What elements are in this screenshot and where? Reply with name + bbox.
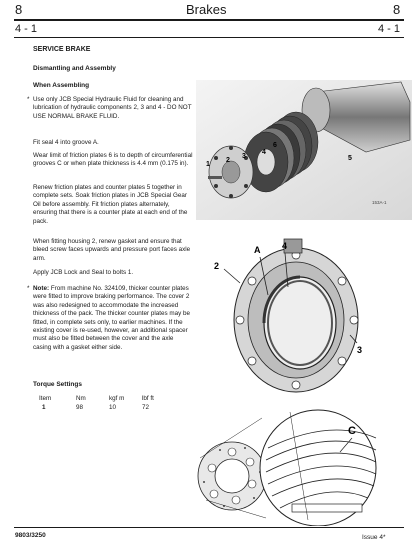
- section-title: SERVICE BRAKE: [33, 46, 91, 53]
- para-housing: When fitting housing 2, renew gasket and ensure that bleed screw faces upwards and pressure port faces axle arm.: [33, 238, 191, 262]
- torque-cell-nm: 98: [76, 403, 84, 411]
- issue-number: Issue 4*: [362, 534, 386, 541]
- bullet-marker: *: [27, 96, 30, 103]
- fig1-label-2: 2: [226, 157, 230, 164]
- torque-header-kgfm: kgf m: [109, 394, 125, 402]
- torque-header-item: Item: [39, 394, 52, 402]
- figure-housing-seal: [212, 225, 380, 395]
- section-number-left: 8: [15, 2, 23, 17]
- para-fluid-text: Use only JCB Special Hydraulic Fluid for cleaning and lubrication of hydraulic components 2, 3 and 4 - DO NOT USE NORMAL BRAKE FLUID.: [33, 96, 192, 120]
- fig2-label-A: A: [254, 245, 261, 255]
- table-row: [39, 403, 154, 412]
- fig1-label-1: 1: [206, 161, 210, 168]
- fig1-label-6: 6: [273, 142, 277, 149]
- fig1-code: 153A-1: [372, 200, 387, 205]
- note-label: Note:: [33, 285, 50, 292]
- section-number-right: 8: [393, 2, 401, 17]
- subsection-title: Dismantling and Assembly: [33, 65, 116, 72]
- para-renew-plates: Renew friction plates and counter plates 5 together in complete sets. Soak friction plates in JCB Special Gear Oil before assembly. Fit friction plates alternately, ensuring that there is a counter plate at each end of the pack.: [33, 184, 188, 225]
- doc-number: 9803/3250: [15, 532, 46, 539]
- note-bullet: *: [27, 285, 30, 292]
- fig2-label-2: 2: [214, 261, 220, 271]
- fig1-label-3: 3: [242, 153, 246, 160]
- fig1-label-4: 4: [262, 149, 266, 156]
- fig2-label-3: 3: [357, 345, 363, 355]
- torque-title: Torque Settings: [33, 381, 82, 388]
- figure-friction-plate-grooves: [190, 408, 386, 526]
- note-block: [27, 285, 193, 352]
- header-rule-bottom: [14, 37, 404, 38]
- footer-rule: [14, 527, 404, 528]
- when-assembling-heading: When Assembling: [33, 82, 90, 89]
- page-number-right: 4 - 1: [378, 23, 401, 35]
- torque-header-nm: Nm: [76, 394, 86, 402]
- torque-header-row: [39, 394, 154, 403]
- header-rule-top: [14, 19, 404, 21]
- page-number-left: 4 - 1: [15, 23, 38, 35]
- para-lock-seal: Apply JCB Lock and Seal to bolts 1.: [33, 269, 134, 276]
- page-title: Brakes: [186, 2, 227, 17]
- para-fluid: [27, 96, 193, 121]
- fig1-label-5: 5: [348, 155, 352, 162]
- fig2-label-4: 4: [282, 241, 288, 251]
- torque-cell-item: 1: [42, 403, 46, 411]
- figure-brake-pack-exploded: [196, 80, 412, 220]
- fig3-label-C: C: [348, 425, 356, 437]
- para-seal: Fit seal 4 into groove A.: [33, 139, 99, 146]
- torque-cell-lbfft: 72: [142, 403, 150, 411]
- torque-table: [39, 394, 154, 412]
- torque-header-lbfft: lbf ft: [142, 394, 154, 402]
- note-text: From machine No. 324109, thicker counter plates were fitted to improve braking performance. The cover 2 was also redesigned to accommodate the increased thickness of the pack. The thicker counter plates may be fitted, in complete sets only, to earlier machines. If the existing cover is re-used, however, an additional spacer must also be fitted between the cover and the axle casing with a gasket either side.: [33, 285, 191, 351]
- torque-cell-kgfm: 10: [109, 403, 117, 411]
- para-wear-limit: Wear limit of friction plates 6 is to depth of circumferential grooves C or when plate thickness is 4.4 mm (0.175 in).: [33, 152, 193, 168]
